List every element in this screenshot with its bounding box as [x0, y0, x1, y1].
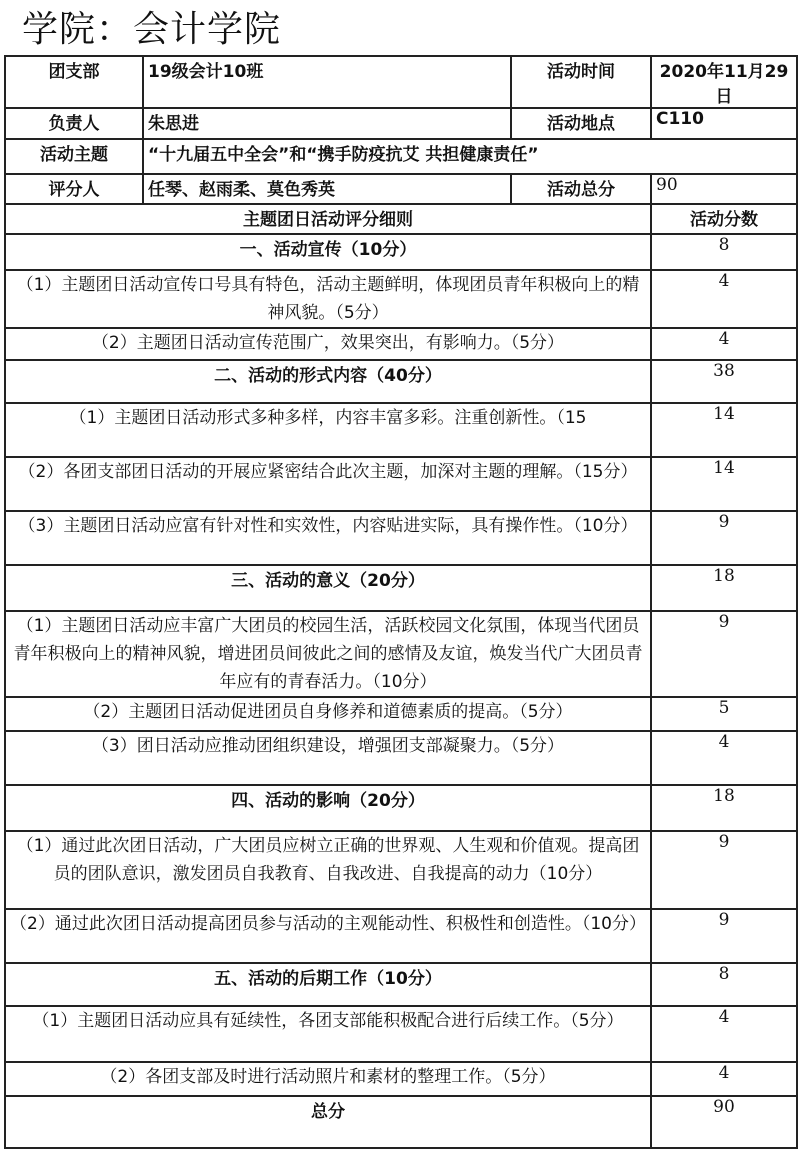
criteria-row: [5, 697, 797, 731]
criteria-text: （2）主题团日活动宣传范围广，效果突出，有影响力。（5分）: [5, 328, 651, 360]
criteria-text: （1）主题团日活动应丰富广大团员的校园生活，活跃校园文化氛围，体现当代团员青年积极向上的精神风貌，增进团员间彼此之间的感情及友谊，焕发当代广大团员青年应有的青春活力。（10分）: [5, 611, 651, 697]
grader-label: 评分人: [5, 174, 143, 204]
section-title: 五、活动的后期工作（10分）: [5, 963, 651, 1006]
section-title: 三、活动的意义（20分）: [5, 565, 651, 611]
criteria-text: （1）主题团日活动宣传口号具有特色，活动主题鲜明，体现团员青年积极向上的精神风貌。（5分）: [5, 270, 651, 328]
criteria-score: 9: [651, 831, 797, 909]
branch-value: 19级会计10班: [143, 56, 511, 108]
evaluation-table: [4, 55, 798, 1149]
section-row: [5, 360, 797, 403]
criteria-score: 4: [651, 328, 797, 360]
section-score: 18: [651, 785, 797, 831]
total-label: 活动总分: [511, 174, 651, 204]
section-row: [5, 785, 797, 831]
criteria-text: （1）通过此次团日活动，广大团员应树立正确的世界观、人生观和价值观。提高团员的团队意识，激发团员自我教育、自我改进、自我提高的动力（10分）: [5, 831, 651, 909]
time-label: 活动时间: [511, 56, 651, 108]
criteria-score: 14: [651, 403, 797, 457]
criteria-row: [5, 731, 797, 785]
section-title: 一、活动宣传（10分）: [5, 234, 651, 270]
grand-total-label: 总分: [5, 1096, 651, 1148]
criteria-row: [5, 403, 797, 457]
criteria-row: [5, 270, 797, 328]
criteria-text: （3）团日活动应推动团组织建设，增强团支部凝聚力。（5分）: [5, 731, 651, 785]
criteria-text: （2）主题团日活动促进团员自身修养和道德素质的提高。（5分）: [5, 697, 651, 731]
criteria-score: 4: [651, 1062, 797, 1096]
criteria-score: 4: [651, 1006, 797, 1062]
grand-total-row: [5, 1096, 797, 1148]
criteria-score: 9: [651, 611, 797, 697]
criteria-row: [5, 1006, 797, 1062]
criteria-text: （3）主题团日活动应富有针对性和实效性，内容贴进实际，具有操作性。（10分）: [5, 511, 651, 565]
criteria-row: [5, 831, 797, 909]
criteria-row: [5, 909, 797, 963]
criteria-score: 5: [651, 697, 797, 731]
total-value: 90: [651, 174, 797, 204]
criteria-header: 主题团日活动评分细则: [5, 204, 651, 234]
leader-value: 朱思进: [143, 108, 511, 139]
theme-value: “十九届五中全会”和“携手防疫抗艾 共担健康责任”: [143, 139, 797, 174]
criteria-row: [5, 457, 797, 511]
criteria-row: [5, 1062, 797, 1096]
criteria-text: （1）主题团日活动应具有延续性，各团支部能积极配合进行后续工作。（5分）: [5, 1006, 651, 1062]
criteria-score: 14: [651, 457, 797, 511]
criteria-text: （2）通过此次团日活动提高团员参与活动的主观能动性、积极性和创造性。（10分）: [5, 909, 651, 963]
criteria-score: 4: [651, 731, 797, 785]
criteria-text: （2）各团支部及时进行活动照片和素材的整理工作。（5分）: [5, 1062, 651, 1096]
grand-total-value: 90: [651, 1096, 797, 1148]
criteria-score: 9: [651, 909, 797, 963]
section-row: [5, 963, 797, 1006]
place-label: 活动地点: [511, 108, 651, 139]
criteria-row: [5, 611, 797, 697]
college-title: 学院：会计学院: [22, 9, 282, 50]
section-row: [5, 234, 797, 270]
grader-value: 任琴、赵雨柔、莫色秀英: [143, 174, 511, 204]
section-score: 38: [651, 360, 797, 403]
place-value: C110: [651, 108, 797, 139]
theme-label: 活动主题: [5, 139, 143, 174]
criteria-text: （1）主题团日活动形式多种多样，内容丰富多彩。注重创新性。（15: [5, 403, 651, 457]
branch-label: 团支部: [5, 56, 143, 108]
section-row: [5, 565, 797, 611]
section-title: 四、活动的影响（20分）: [5, 785, 651, 831]
leader-label: 负责人: [5, 108, 143, 139]
section-title: 二、活动的形式内容（40分）: [5, 360, 651, 403]
criteria-text: （2）各团支部团日活动的开展应紧密结合此次主题，加深对主题的理解。（15分）: [5, 457, 651, 511]
criteria-row: [5, 328, 797, 360]
score-header: 活动分数: [651, 204, 797, 234]
section-score: 18: [651, 565, 797, 611]
section-score: 8: [651, 234, 797, 270]
criteria-row: [5, 511, 797, 565]
section-score: 8: [651, 963, 797, 1006]
time-value: 2020年11月29日: [651, 56, 797, 108]
criteria-score: 4: [651, 270, 797, 328]
criteria-score: 9: [651, 511, 797, 565]
